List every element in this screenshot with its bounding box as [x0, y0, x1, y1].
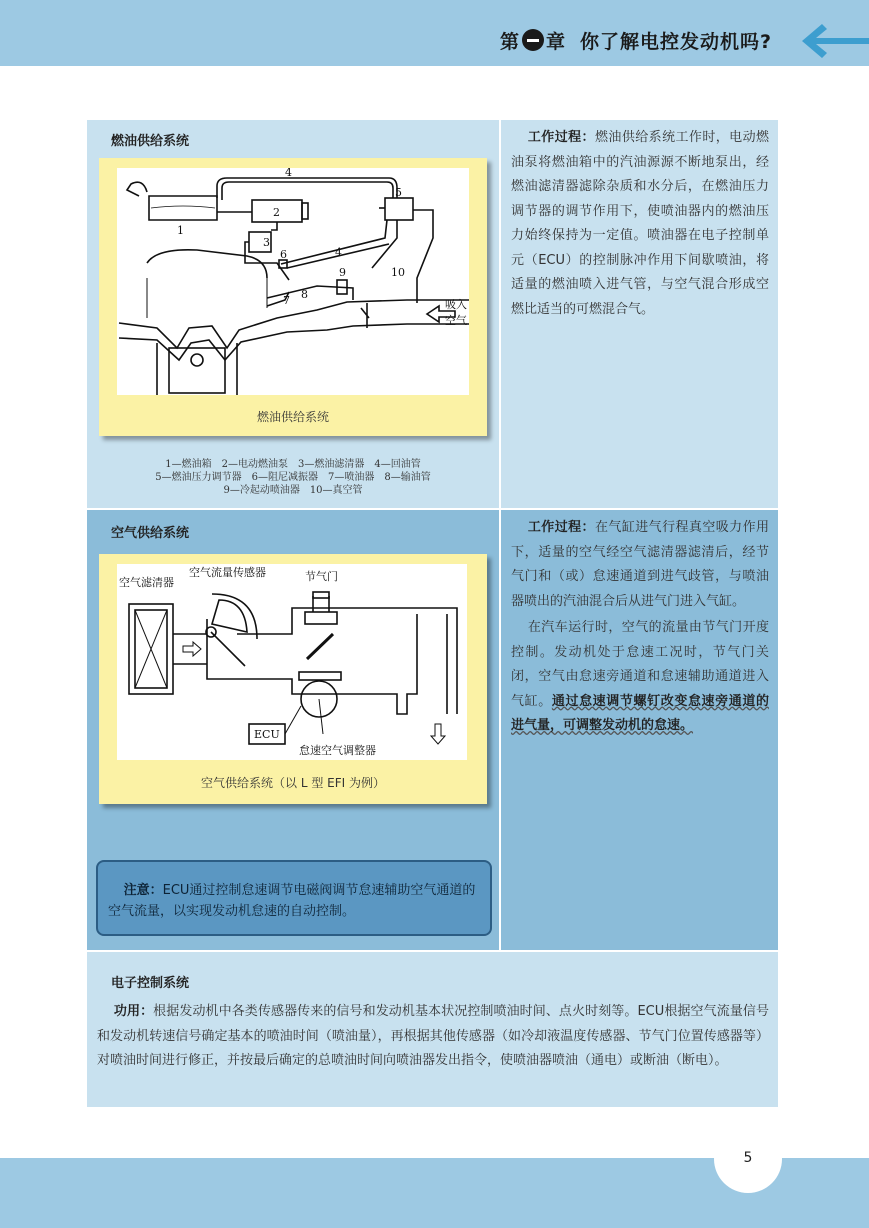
air-process-text — [511, 516, 769, 739]
air-filter-label: 空气滤清器 — [119, 576, 174, 589]
electronic-function-body: 根据发动机中各类传感器传来的信号和发动机基本状况控制喷油时间、点火时刻等。ECU根据空气流量信号和发动机转速信号确定基本的喷油时间（喷油量），再根据其他传感器（如冷却液温度传感器、节气门位置传感器等）对喷油时间进行修正，并按最后确定的总喷油时间向喷油器发出指令，使喷油器喷油（通电）或断油（断电）。 — [97, 1004, 769, 1068]
electronic-function-lead: 功用： — [113, 1004, 154, 1019]
fuel-process-body: 燃油供给系统工作时，电动燃油泵将燃油箱中的汽油源源不断地泵出，经燃油滤清器滤除杂质和水分后，在燃油压力调节器的调节作用下，使喷油器内的燃油压力始终保持为一定值。喷油器在电子控制单元（ECU）的控制脉冲作用下间歇喷油，将适量的燃油喷入进气管，与空气混合形成空燃比适当的可燃混合气。 — [511, 130, 769, 317]
fuel-label-5: 5 — [395, 186, 402, 199]
fuel-label-2: 2 — [273, 206, 280, 219]
note-text — [108, 880, 486, 922]
fuel-label-4-top: 4 — [285, 168, 292, 179]
chapter-suffix: 章 — [546, 31, 567, 53]
fuel-label-9: 9 — [339, 266, 346, 279]
fuel-legend-line: 9—冷起动喷油器 10—真空管 — [223, 485, 363, 496]
chapter-heading — [500, 27, 772, 54]
electronic-system-panel — [87, 952, 778, 1107]
air-system-title: 空气供给系统 — [111, 526, 190, 541]
note-box — [96, 860, 492, 936]
fuel-label-10: 10 — [391, 266, 405, 279]
air-system-drawing — [117, 564, 467, 760]
page-number: 5 — [743, 1150, 753, 1166]
left-arrow-icon — [800, 22, 869, 60]
fuel-label-1: 1 — [177, 224, 184, 237]
fuel-label-8: 8 — [301, 288, 308, 301]
electronic-system-title: 电子控制系统 — [111, 976, 190, 991]
fuel-label-7: 7 — [283, 294, 290, 307]
fuel-legend — [87, 458, 499, 497]
throttle-label: 节气门 — [305, 570, 338, 583]
fuel-legend-line: 1—燃油箱 2—电动燃油泵 3—燃油滤清器 4—回油管 — [165, 459, 421, 470]
fuel-system-panel — [87, 120, 499, 508]
note-body: ECU通过控制怠速调节电磁阀调节怠速辅助空气通道的空气流量，以实现发动机怠速的自动控制。 — [108, 883, 476, 919]
electronic-function-text — [97, 1000, 769, 1074]
fuel-label-intake: 吸入 — [445, 298, 467, 311]
air-figure-caption: 空气供给系统（以 L 型 EFI 为例） — [201, 776, 385, 790]
fuel-system-diagram — [117, 168, 469, 395]
air-system-diagram — [117, 564, 467, 760]
air-flow-sensor-label: 空气流量传感器 — [189, 566, 266, 579]
air-process-emphasis: 通过怠速调节螺钉改变怠速旁通道的进气量，可调整发动机的怠速。 — [511, 693, 769, 733]
fuel-system-title: 燃油供给系统 — [111, 134, 190, 149]
air-process-panel — [501, 510, 778, 950]
chapter-title: 你了解电控发动机吗? — [580, 31, 773, 53]
air-process-body-1: 在气缸进气行程真空吸力作用下，适量的空气经空气滤清器滤清后，经节气门和（或）怠速通道到进气歧管，与喷油器喷出的汽油混合后从进气门进入气缸。 — [511, 520, 769, 609]
fuel-figure-caption: 燃油供给系统 — [256, 410, 329, 424]
air-process-lead: 工作过程： — [527, 520, 595, 535]
air-system-figure — [99, 554, 487, 804]
note-lead: 注意： — [123, 883, 163, 898]
fuel-legend-line: 5—燃油压力调节器 6—阻尼减振器 7—喷油器 8—输油管 — [155, 472, 431, 483]
fuel-label-4-mid: 4 — [335, 246, 342, 259]
fuel-system-drawing — [117, 168, 469, 395]
fuel-label-air: 空气 — [445, 314, 467, 327]
chapter-prefix: 第 — [500, 31, 521, 53]
fuel-process-panel — [501, 120, 778, 508]
fuel-system-figure — [99, 158, 487, 436]
fuel-process-lead: 工作过程： — [527, 130, 595, 145]
idle-air-regulator-label: 怠速空气调整器 — [299, 744, 376, 757]
fuel-label-3: 3 — [263, 236, 270, 249]
fuel-label-6: 6 — [280, 248, 287, 261]
air-process-body-2: 在汽车运行时，空气的流量由节气门开度控制。发动机处于怠速工况时，节气门关闭，空气由怠速旁通道和怠速辅助通道进入气缸。 — [511, 620, 769, 709]
ecu-label: ECU — [254, 728, 280, 741]
chapter-number-one-icon — [522, 29, 544, 51]
fuel-process-text — [511, 126, 769, 322]
